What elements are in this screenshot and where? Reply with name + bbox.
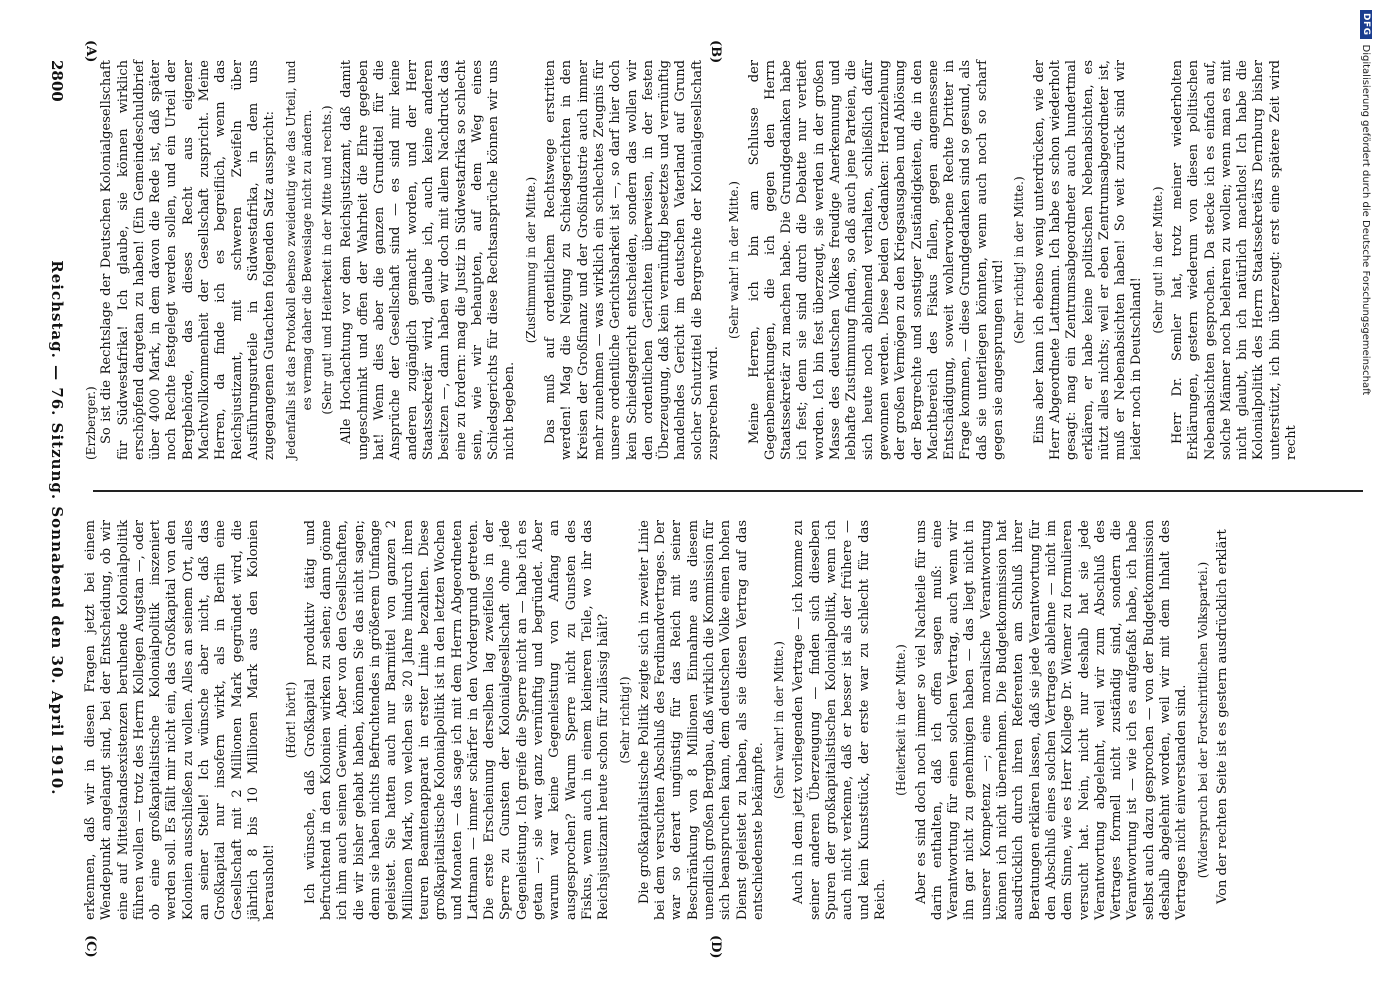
page-title: Reichstag. — 76. Sitzung. Sonnabend den 30. April 1910. [48, 260, 66, 796]
reaction: (Widerspruch bei der Fortschrittlichen Volkspartei.) [1195, 561, 1210, 879]
paragraph: Von der rechten Seite ist es gestern ausdrücklich erklärt [1214, 529, 1230, 904]
speaker-name: (Erzberger.) [84, 386, 98, 460]
paragraph: Auch in dem jetzt vorliegenden Vertrage — ich komme zu seiner anderen Überzeugung — finden sich dieselben Spuren der großkapitalistischen Kolonialpolitik, wenn ich auch nicht verkenne, daß er besser ist als der frühere — und kein Kunststück, der erste war zu schlecht für das Reich. [791, 520, 888, 920]
reaction: (Sehr richtig!) [617, 676, 632, 764]
page-number: 2800 [48, 60, 66, 102]
reaction: (Sehr wahr! in der Mitte.) [772, 641, 787, 799]
paragraph: Ich wünsche, daß Großkapital produktiv tätig und befruchtend in den Kolonien wirken zu sehen; dann gönne ich ihm auch seinen Gewinn. Aber von den Gesellschaften, die wir bisher gehabt haben, können Sie das nicht sagen; denn sie haben nichts Befruchtendes in größerem Umfange geleistet. Sie hatten auch nur Barmittel von ganzen 2 Millionen Mark, von welchen sie 20 Jahre hindurch ihren teuren Beamtenapparat in erster Linie bezahlten. Diese großkapitalistische Kolonialpolitik ist in den letzten Wochen und Monaten — das sage ich mit dem Herrn Abgeordneten Lattmann — immer schärfer in den Vordergrund getreten. Die erste Erscheinung derselben lag zweifellos in der Sperre zu Gunsten der Kolonialgesellschaft ohne jede Gegenleistung. Ich greife die Sperre nicht an — habe ich es getan —; sie war ganz vernünftig und begründet. Aber warum war keine Gegenleistung von Anfang an ausgesprochen? Warum Sperre nicht zu Gunsten des Fiskus, wenn auch in einem kleineren Teile, wo ihr das Reichsjustizamt heute schon für zulässig hält? [302, 520, 612, 920]
paragraph: Aber es sind doch noch immer so viel Nachteile für uns darin enthalten, daß ich offen sagen muß: eine Verantwortung für einen solchen Vertrag, auch wenn wir ihn gar nicht zu genehmigen haben — das liegt nicht in unserer Kompetenz —; eine moralische Verantwortung können ich nicht übernehmen. Die Budgetkommission hat ausdrücklich durch ihren Referenten am Schluß ihrer Beratungen erklären lassen, daß sie jede Verantwortung für den Abschluß eines solchen Vertrages ablehne — nicht im dem Sinne, wie es Herr Kollege Dr. Wiemer zu formulieren versucht hat. Nein, nicht nur deshalb hat sie jede Verantwortung abgelehnt, weil wir zum Abschluß des Vertrages formell nicht zuständig sind, sondern die Verantwortung ist — wie ich es aufgefaßt habe, ich habe selbst auch dazu gesprochen — von der Budgetkommission deshalb abgelehnt worden, weil wir mit dem Inhalt des Vertrages nicht einverstanden sind. [913, 520, 1190, 920]
paragraph: Herr Dr. Semler hat, trotz meiner wiederholten Erklärungen, gestern wiederum von diesen politischen Nebenabsichten gesprochen. Da stecke ich es einfach auf, solche Männer noch belehren zu wollen; wenn man es mit nicht glaubt, bin ich natürlich machtlos! Ich habe die Kolonialpolitik des Herrn Staatssekretärs Dernburg bisher unterstützt, ich bin überzeugt: erst eine spätere Zeit wird recht [1170, 60, 1300, 460]
reaction: (Sehr gut! in der Mitte.) [1150, 186, 1165, 334]
reaction: (Zustimmung in der Mitte.) [523, 176, 538, 344]
margin-marker-a: (A) [83, 40, 98, 63]
paragraph: Eins aber kann ich ebenso wenig unterdrücken, wie der Herr Abgeordnete Lattmann. Ich habe es schon wiederholt gesagt: mag ein Zentrumsabgeordneter auch hundertmal erklären, er habe keine politischen Nebenabsichten, es nützt alles nichts; weil er eben Zentrumsabgeordneter ist, muß er Nebenabsichten haben! So weit zurück sind wir leider noch in Deutschland! [1031, 60, 1145, 460]
reaction: (Heiterkeit in der Mitte.) [894, 644, 909, 796]
reaction: (Sehr gut! und Heiterkeit in der Mitte und rechts.) [320, 105, 335, 415]
paragraph: Das muß auf ordentlichem Rechtswege erstritten werden! Mag die Neigung zu Schiedsgerichten in den Kreisen der Großfinanz und der Großindustrie auch immer mehr zunehmen — was wirklich ein schlechtes Zeugnis für unsere ordentliche Gerichtsbarkeit ist —, so darf hier doch kein Schiedsgericht entscheiden, sondern das wollen wir den ordentlichen Gerichten überweisen, in der festen Überzeugung, daß kein vernünftig besetztes und vernünftig handelndes Gericht im deutschen Vaterland auf Grund solcher Schutztitel die Bergrechte der Kolonialgesellschaft zusprechen wird. [543, 60, 721, 460]
page-header [43, 60, 71, 940]
reaction: (Sehr wahr! in der Mitte.) [727, 181, 742, 339]
paragraph: So ist die Rechtslage der Deutschen Kolonialgesellschaft für Südwestafrika! Ich glaube, sie können wirklich erschöpfend dargetan zu haben! (Ein Gemeindeschuldbrief über 4000 Mark, in dem davon die Rede ist, daß später noch Rechte festgelegt werden sollen, und ein Urteil der Bergbehörde, das dieses Recht aus eigener Machtvollkommenheit der Gesellschaft zuspricht. Meine Herren, da finde ich es begreiflich, wenn das Reichsjustizamt, mit schweren Zweifeln über Ausführungsurteile in Südwestafrika, in dem uns zugegangenen Gutachten folgenden Satz ausspricht: [99, 60, 278, 460]
column-divider [93, 490, 1363, 492]
paragraph: erkennen, daß wir in diesen Fragen jetzt bei einem Wendepunkt angelangt sind, bei der Entscheidung, ob wir eine auf Mittelstandsexistenzen beruhende Kolonialpolitik führen wollen — trotz des Herrn Kollegen Augstan —, oder ob eine großkapitalistische Kolonialpolitik inszeniert werden soll. Es fällt mir nicht ein, das Großkapital von den Kolonien ausschließen zu wollen. Alles an seinem Ort, alles an seiner Stelle! Ich wünsche aber nicht, daß das Großkapital nur insofern wirkt, als in Berlin eine Gesellschaft mit 2 Millionen Mark gegründet wird, die jährlich 8 bis 10 Millionen Mark aus den Kolonien herausholt! [83, 520, 278, 920]
text-column-left [83, 60, 1353, 460]
margin-marker-c: (C) [83, 935, 98, 958]
dfg-logo: DFG [1360, 10, 1372, 39]
digitization-credit: Digitalisierung gefördert durch die Deutsche Forschungsgemeinschaft [1360, 44, 1372, 396]
reaction: (Hört! hört!) [283, 681, 298, 759]
paragraph: Meine Herren, ich bin am Schlusse der Gegenbemerkungen, die ich gegen den Herrn Staatssekretär zu machen habe. Die Grundgedanken habe ich fest; denn sie sind durch die Debatte nur vertieft worden. Ich bin fest überzeugt, sie werden in der großen Masse des deutschen Volkes freudige Anerkennung und lebhafte Zustimmung finden, so daß auch jene Parteien, die sich heute noch ablehnend verhalten, schließlich dafür gewonnen werden. Diese beiden Gedanken: Heranziehung der großen Vermögen zu den Kriegsausgaben und Ablösung der Bergrechte und sonstiger Zuständigkeiten, die in den Machtbereich des Fiskus fallen, gegen angemessene Entschädigung, soweit wohlerworbene Rechte Dritter in Frage kommen, — diese Grundgedanken sind so gesund, als daß sie unterliegen könnten, wenn auch noch so scharf gegen sie angesprungen wird! [746, 60, 1007, 460]
block-quote: Jedenfalls ist das Protokoll ebenso zweideutig wie das Urteil, und es vermag daher die Beweislage nicht zu ändern. [283, 60, 314, 460]
paragraph: Die großkapitalistische Politik zeigte sich in zweiter Linie bei dem versuchten Abschluß des Ferdinandvertrages. Der war so derart ungünstig für das Reich mit seiner Beschränkung von 8 Millionen Einnahme aus diesem unendlich großen Bergbau, daß wirklich die Kommission für sich beanspruchen kann, dem deutschen Volke einen hohen Dienst geleistet zu haben, als sie diesen Vertrag auf das entschiedenste bekämpfte. [636, 520, 766, 920]
margin-marker-d: (D) [708, 935, 723, 959]
margin-marker-b: (B) [708, 40, 723, 64]
paragraph: Alle Hochachtung vor dem Reichsjustizamt, daß damit ungeschminkt und offen der Wahrheit die Ehre gegeben hat! Wenn dies aber die ganzen Grundtitel für die Ansprüche der Gesellschaft sind — es sind mir keine anderen zugänglich gemacht worden, und der Herr Staatssekretär wird, glaube ich, auch keine anderen besitzen —, dann haben wir doch mit allem Nachdruck das eine zu fordern: mag die Justiz in Südwestafrika so schlecht sein, wie wir behaupten, auf dem Weg eines Schiedsgerichts für diese Rechtsansprüche können wir uns nicht begeben. [339, 60, 518, 460]
text-column-right [83, 520, 1353, 920]
reaction: (Sehr richtig! in der Mitte.) [1012, 176, 1027, 344]
